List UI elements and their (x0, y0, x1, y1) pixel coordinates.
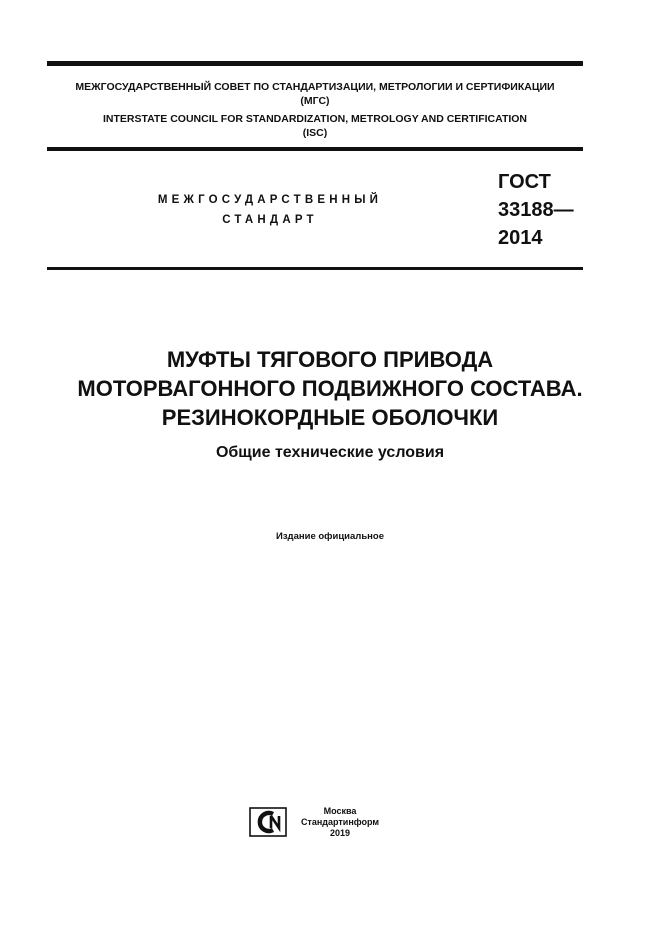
document-title-line2: МОТОРВАГОННОГО ПОДВИЖНОГО СОСТАВА. (77, 376, 583, 401)
council-name-ru-line: МЕЖГОСУДАРСТВЕННЫЙ СОВЕТ ПО СТАНДАРТИЗАЦИИ, МЕТРОЛОГИИ И СЕРТИФИКАЦИИ (75, 81, 555, 93)
designation-number: 33188— (498, 199, 574, 221)
council-abbr-en: (ISC) (302, 127, 328, 139)
council-name-ru (47, 80, 583, 108)
edition-note: Издание официальное (276, 531, 384, 542)
standard-type-line2: СТАНДАРТ (222, 214, 318, 226)
publisher-city: Москва (323, 806, 357, 816)
publication-year: 2019 (329, 828, 351, 838)
standard-type-line1: МЕЖГОСУДАРСТВЕННЫЙ (157, 194, 383, 206)
designation-year: 2014 (498, 227, 543, 249)
document-subtitle: Общие технические условия (215, 444, 445, 461)
lower-rule (47, 267, 583, 270)
designation-prefix: ГОСТ (498, 171, 551, 193)
middle-rule (47, 147, 583, 151)
top-rule (47, 61, 583, 66)
council-name-en-line: INTERSTATE COUNCIL FOR STANDARDIZATION, METROLOGY AND CERTIFICATION (102, 113, 528, 125)
council-abbr-ru: (МГС) (300, 95, 330, 107)
council-name-en (47, 112, 583, 140)
document-title-line1: МУФТЫ ТЯГОВОГО ПРИВОДА (166, 347, 494, 372)
document-title-line3: РЕЗИНОКОРДНЫЕ ОБОЛОЧКИ (161, 405, 499, 430)
standartinform-logo-icon (249, 807, 287, 837)
publisher-name: Стандартинформ (300, 817, 380, 827)
